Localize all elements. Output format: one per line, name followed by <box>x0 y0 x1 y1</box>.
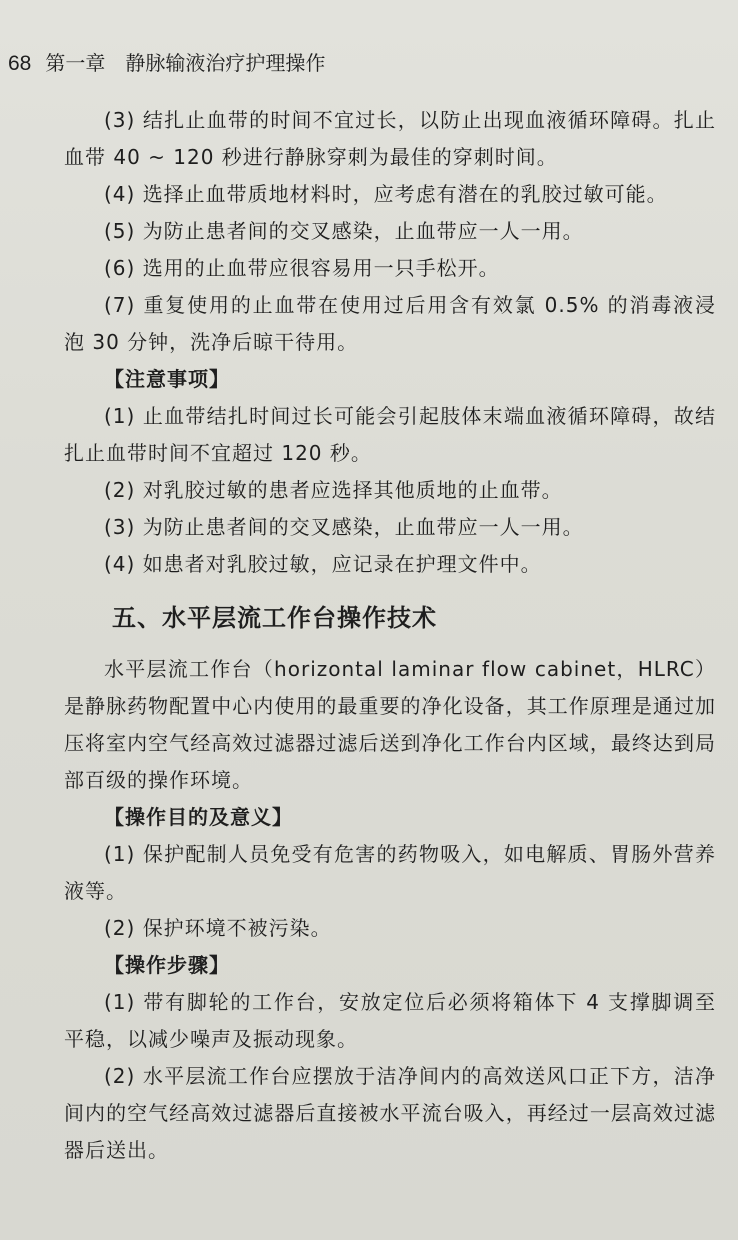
paragraph-tourniquet-6: (6) 选用的止血带应很容易用一只手松开。 <box>104 256 500 280</box>
steps-heading: 【操作步骤】 <box>104 953 230 977</box>
paragraph-tourniquet-4: (4) 选择止血带质地材料时，应考虑有潜在的乳胶过敏可能。 <box>104 182 668 206</box>
paragraph-tourniquet-3: (3) 结扎止血带的时间不宜过长，以防止出现血液循环障碍。扎止血带 40 ~ 120 秒进行静脉穿刺为最佳的穿刺时间。 <box>64 108 716 169</box>
note-1: (1) 止血带结扎时间过长可能会引起肢体末端血液循环障碍，故结扎止血带时间不宜超过 120 秒。 <box>64 404 716 465</box>
note-4: (4) 如患者对乳胶过敏，应记录在护理文件中。 <box>104 552 542 576</box>
intro-paragraph: 水平层流工作台（horizontal laminar flow cabinet，HLRC）是静脉药物配置中心内使用的最重要的净化设备，其工作原理是通过加压将室内空气经高效过滤器过滤后送到净化工作台内区域，最终达到局部百级的操作环境。 <box>64 657 716 792</box>
step-2: (2) 水平层流工作台应摆放于洁净间内的高效送风口正下方，洁净间内的空气经高效过滤器后直接被水平流台吸入，再经过一层高效过滤器后送出。 <box>64 1064 716 1162</box>
purpose-heading: 【操作目的及意义】 <box>104 805 293 829</box>
purpose-2: (2) 保护环境不被污染。 <box>104 916 332 940</box>
step-1: (1) 带有脚轮的工作台，安放定位后必须将箱体下 4 支撑脚调至平稳，以减少噪声及振动现象。 <box>64 990 716 1051</box>
section-title: 五、水平层流工作台操作技术 <box>112 604 437 632</box>
purpose-1: (1) 保护配制人员免受有危害的药物吸入，如电解质、胃肠外营养液等。 <box>64 842 716 903</box>
chapter-title: 静脉输液治疗护理操作 <box>125 51 326 75</box>
paragraph-tourniquet-5: (5) 为防止患者间的交叉感染，止血带应一人一用。 <box>104 219 584 243</box>
paragraph-tourniquet-7: (7) 重复使用的止血带在使用过后用含有效氯 0.5% 的消毒液浸泡 30 分钟，洗净后晾干待用。 <box>64 293 716 354</box>
body-text <box>64 102 716 1169</box>
note-2: (2) 对乳胶过敏的患者应选择其他质地的止血带。 <box>104 478 563 502</box>
running-head <box>8 50 325 76</box>
chapter-label: 第一章 <box>45 51 106 75</box>
note-3: (3) 为防止患者间的交叉感染，止血带应一人一用。 <box>104 515 584 539</box>
notes-heading: 【注意事项】 <box>104 367 230 391</box>
page-number: 68 <box>8 52 32 75</box>
